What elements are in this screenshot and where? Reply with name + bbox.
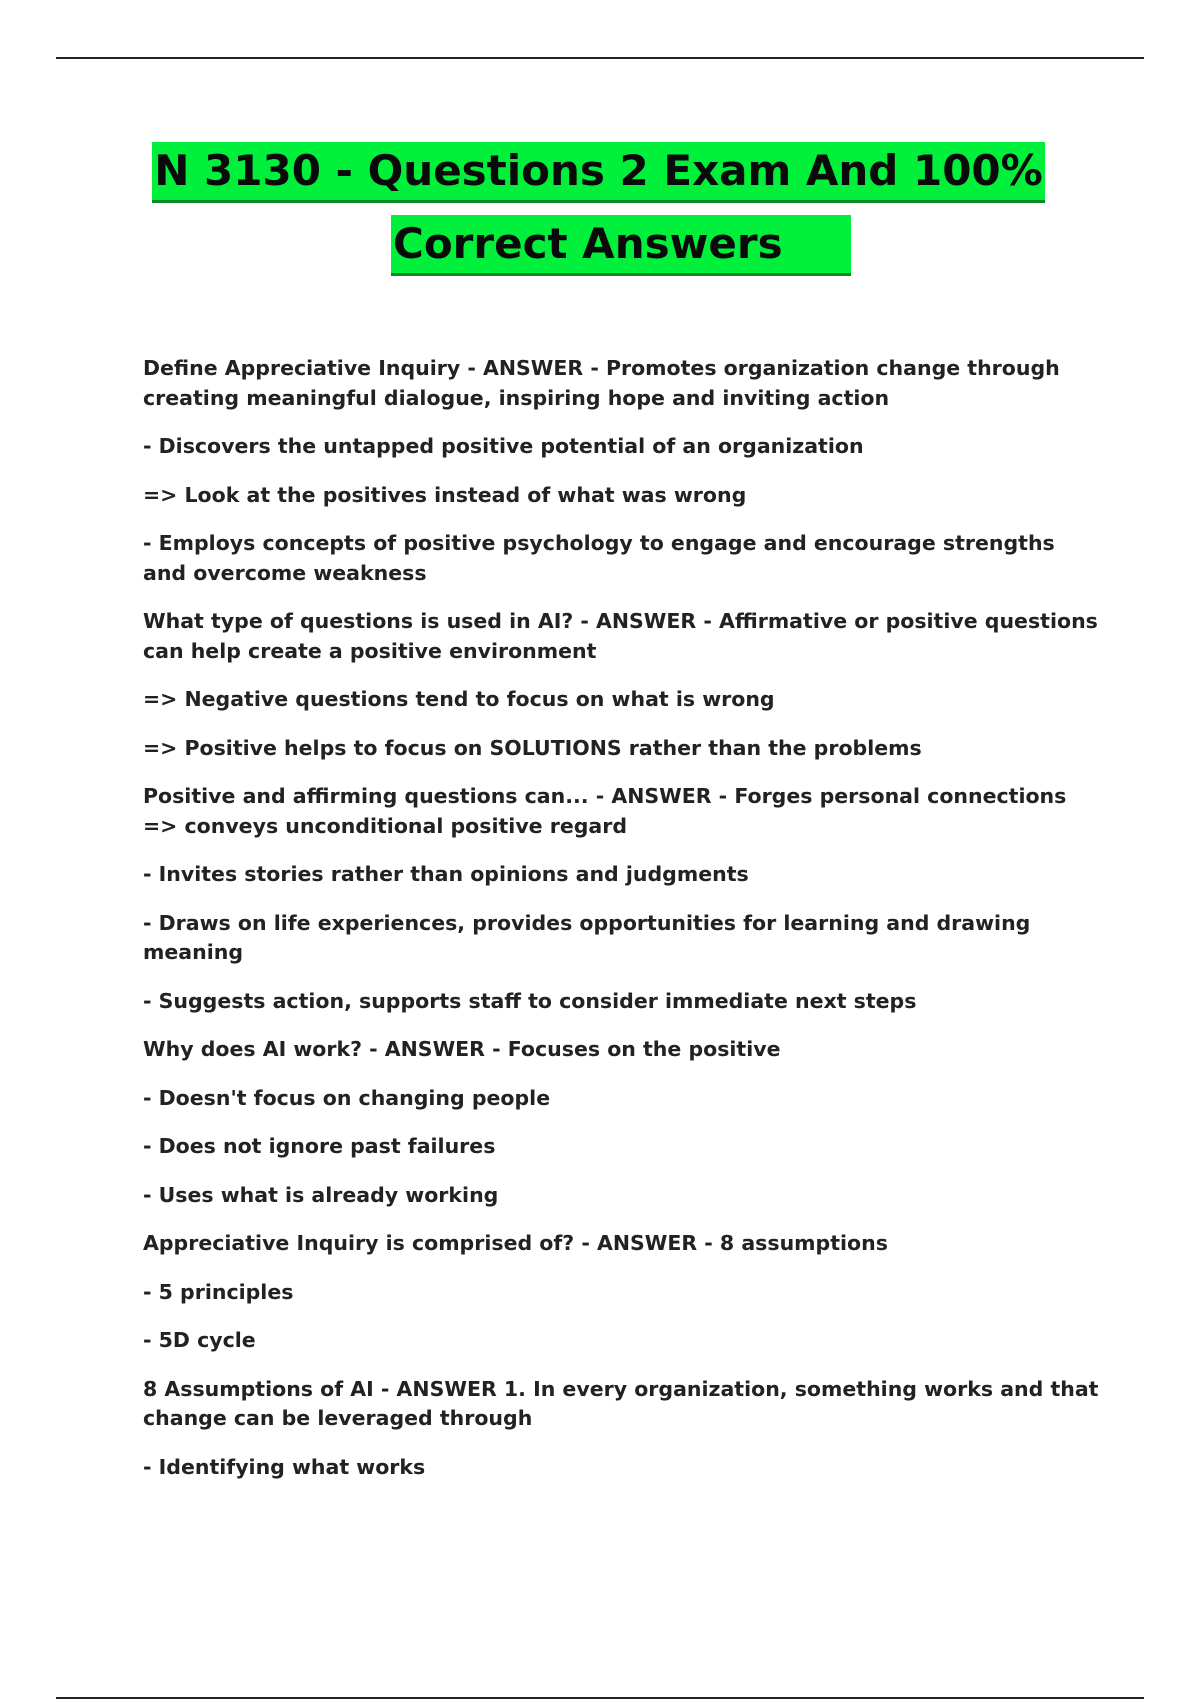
paragraph: Positive and affirming questions can... - ANSWER - Forges personal connections => conveys unconditional positive regard <box>143 784 1067 838</box>
paragraph: - Invites stories rather than opinions and judgments <box>143 862 749 886</box>
paragraph: - Identifying what works <box>143 1454 426 1479</box>
bottom-rule <box>56 1697 1144 1699</box>
document-body <box>143 354 1103 1501</box>
paragraph: => Negative questions tend to focus on what is wrong <box>143 687 775 711</box>
paragraph: Why does AI work? - ANSWER - Focuses on the positive <box>143 1037 781 1061</box>
paragraph: - Doesn't focus on changing people <box>143 1085 551 1110</box>
paragraph: - Discovers the untapped positive potential of an organization <box>143 434 864 458</box>
paragraph: - Draws on life experiences, provides opportunities for learning and drawing meaning <box>143 910 1031 964</box>
document-title <box>0 142 1200 276</box>
title-line-1: N 3130 - Questions 2 Exam And 100% <box>152 142 1044 203</box>
paragraph: - 5 principles <box>143 1279 294 1304</box>
paragraph: - Employs concepts of positive psychology to engage and encourage strengths and overcome weakness <box>143 531 1055 585</box>
paragraph: Appreciative Inquiry is comprised of? - ANSWER - 8 assumptions <box>143 1231 888 1255</box>
paragraph: - Uses what is already working <box>143 1182 499 1207</box>
paragraph: => Positive helps to focus on SOLUTIONS rather than the problems <box>143 735 922 760</box>
paragraph: What type of questions is used in AI? - ANSWER - Affirmative or positive questions can help create a positive environment <box>143 609 1098 663</box>
paragraph: - Does not ignore past failures <box>143 1134 496 1158</box>
paragraph: Define Appreciative Inquiry - ANSWER - Promotes organization change through creating meaningful dialogue, inspiring hope and inviting action <box>143 356 1060 410</box>
paragraph: 8 Assumptions of AI - ANSWER 1. In every organization, something works and that change can be leveraged through <box>143 1376 1099 1430</box>
paragraph: - Suggests action, supports staff to consider immediate next steps <box>143 988 917 1013</box>
paragraph: => Look at the positives instead of what was wrong <box>143 482 747 507</box>
top-rule <box>56 57 1144 59</box>
paragraph: - 5D cycle <box>143 1328 256 1352</box>
title-line-2: Correct Answers <box>391 215 851 276</box>
